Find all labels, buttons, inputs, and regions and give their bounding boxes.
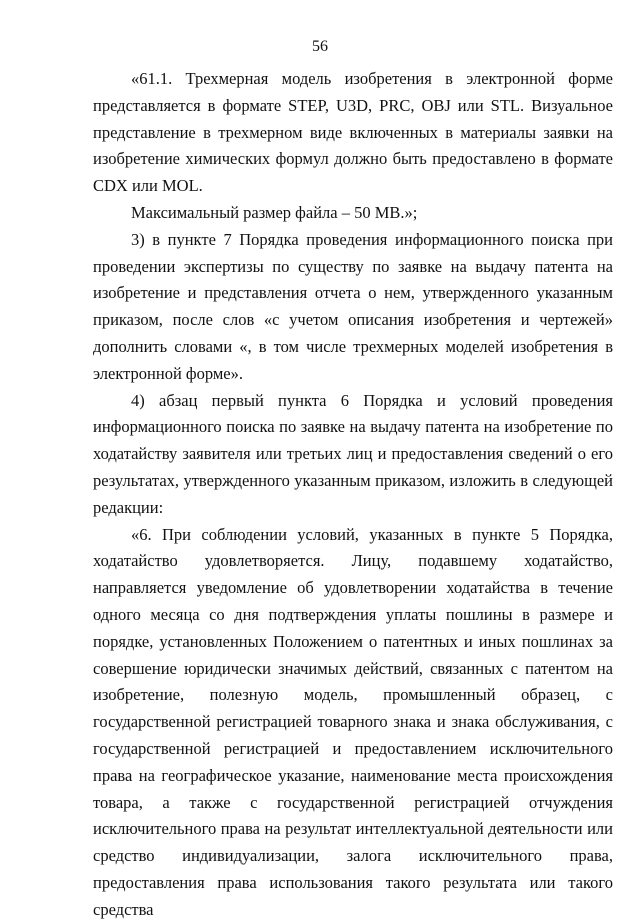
- paragraph-61-1: «61.1. Трехмерная модель изобретения в электронной форме представляется в формате STEP, U3D, PRC, OBJ или STL. Визуальное представление в трехмерном виде включенных в материалы заявки на изобретение химических формул должно быть предоставлено в формате CDX или MOL.: [93, 69, 613, 196]
- document-body: [93, 66, 613, 924]
- page-number: 56: [312, 38, 328, 55]
- paragraph-max-file-size: Максимальный размер файла – 50 MB.»;: [131, 202, 418, 222]
- paragraph-item-6: «6. При соблюдении условий, указанных в пункте 5 Порядка, ходатайство удовлетворяется. Лицу, подавшему ходатайство, направляется уведомление об удовлетворении ходатайства в течение одного месяца со дня подтверждения уплаты пошлины в размере и порядке, установленных Положением о патентных и иных пошлинах за совершение юридически значимых действий, связанных с патентом на изобретение, полезную модель, промышленный образец, с государственной регистрацией товарного знака и знака обслуживания, с государственной регистрацией и предоставлением исключительного права на географическое указание, наименование места происхождения товара, а также с государственной регистрацией отчуждения исключительного права на результат интеллектуальной деятельности или средство индивидуализации, залога исключительного права, предоставления права использования такого результата или такого средства: [93, 524, 613, 919]
- paragraph-item-4: 4) абзац первый пункта 6 Порядка и условий проведения информационного поиска по заявке на выдачу патента на изобретение по ходатайству заявителя или третьих лиц и предоставления сведений о его результатах, утвержденного указанным приказом, изложить в следующей редакции:: [93, 390, 613, 517]
- paragraph-item-3: 3) в пункте 7 Порядка проведения информационного поиска при проведении экспертизы по существу по заявке на выдачу патента на изобретение и представления отчета о нем, утвержденного указанным приказом, после слов «с учетом описания изобретения и чертежей» дополнить словами «, в том числе трехмерных моделей изобретения в электронной форме».: [93, 229, 613, 383]
